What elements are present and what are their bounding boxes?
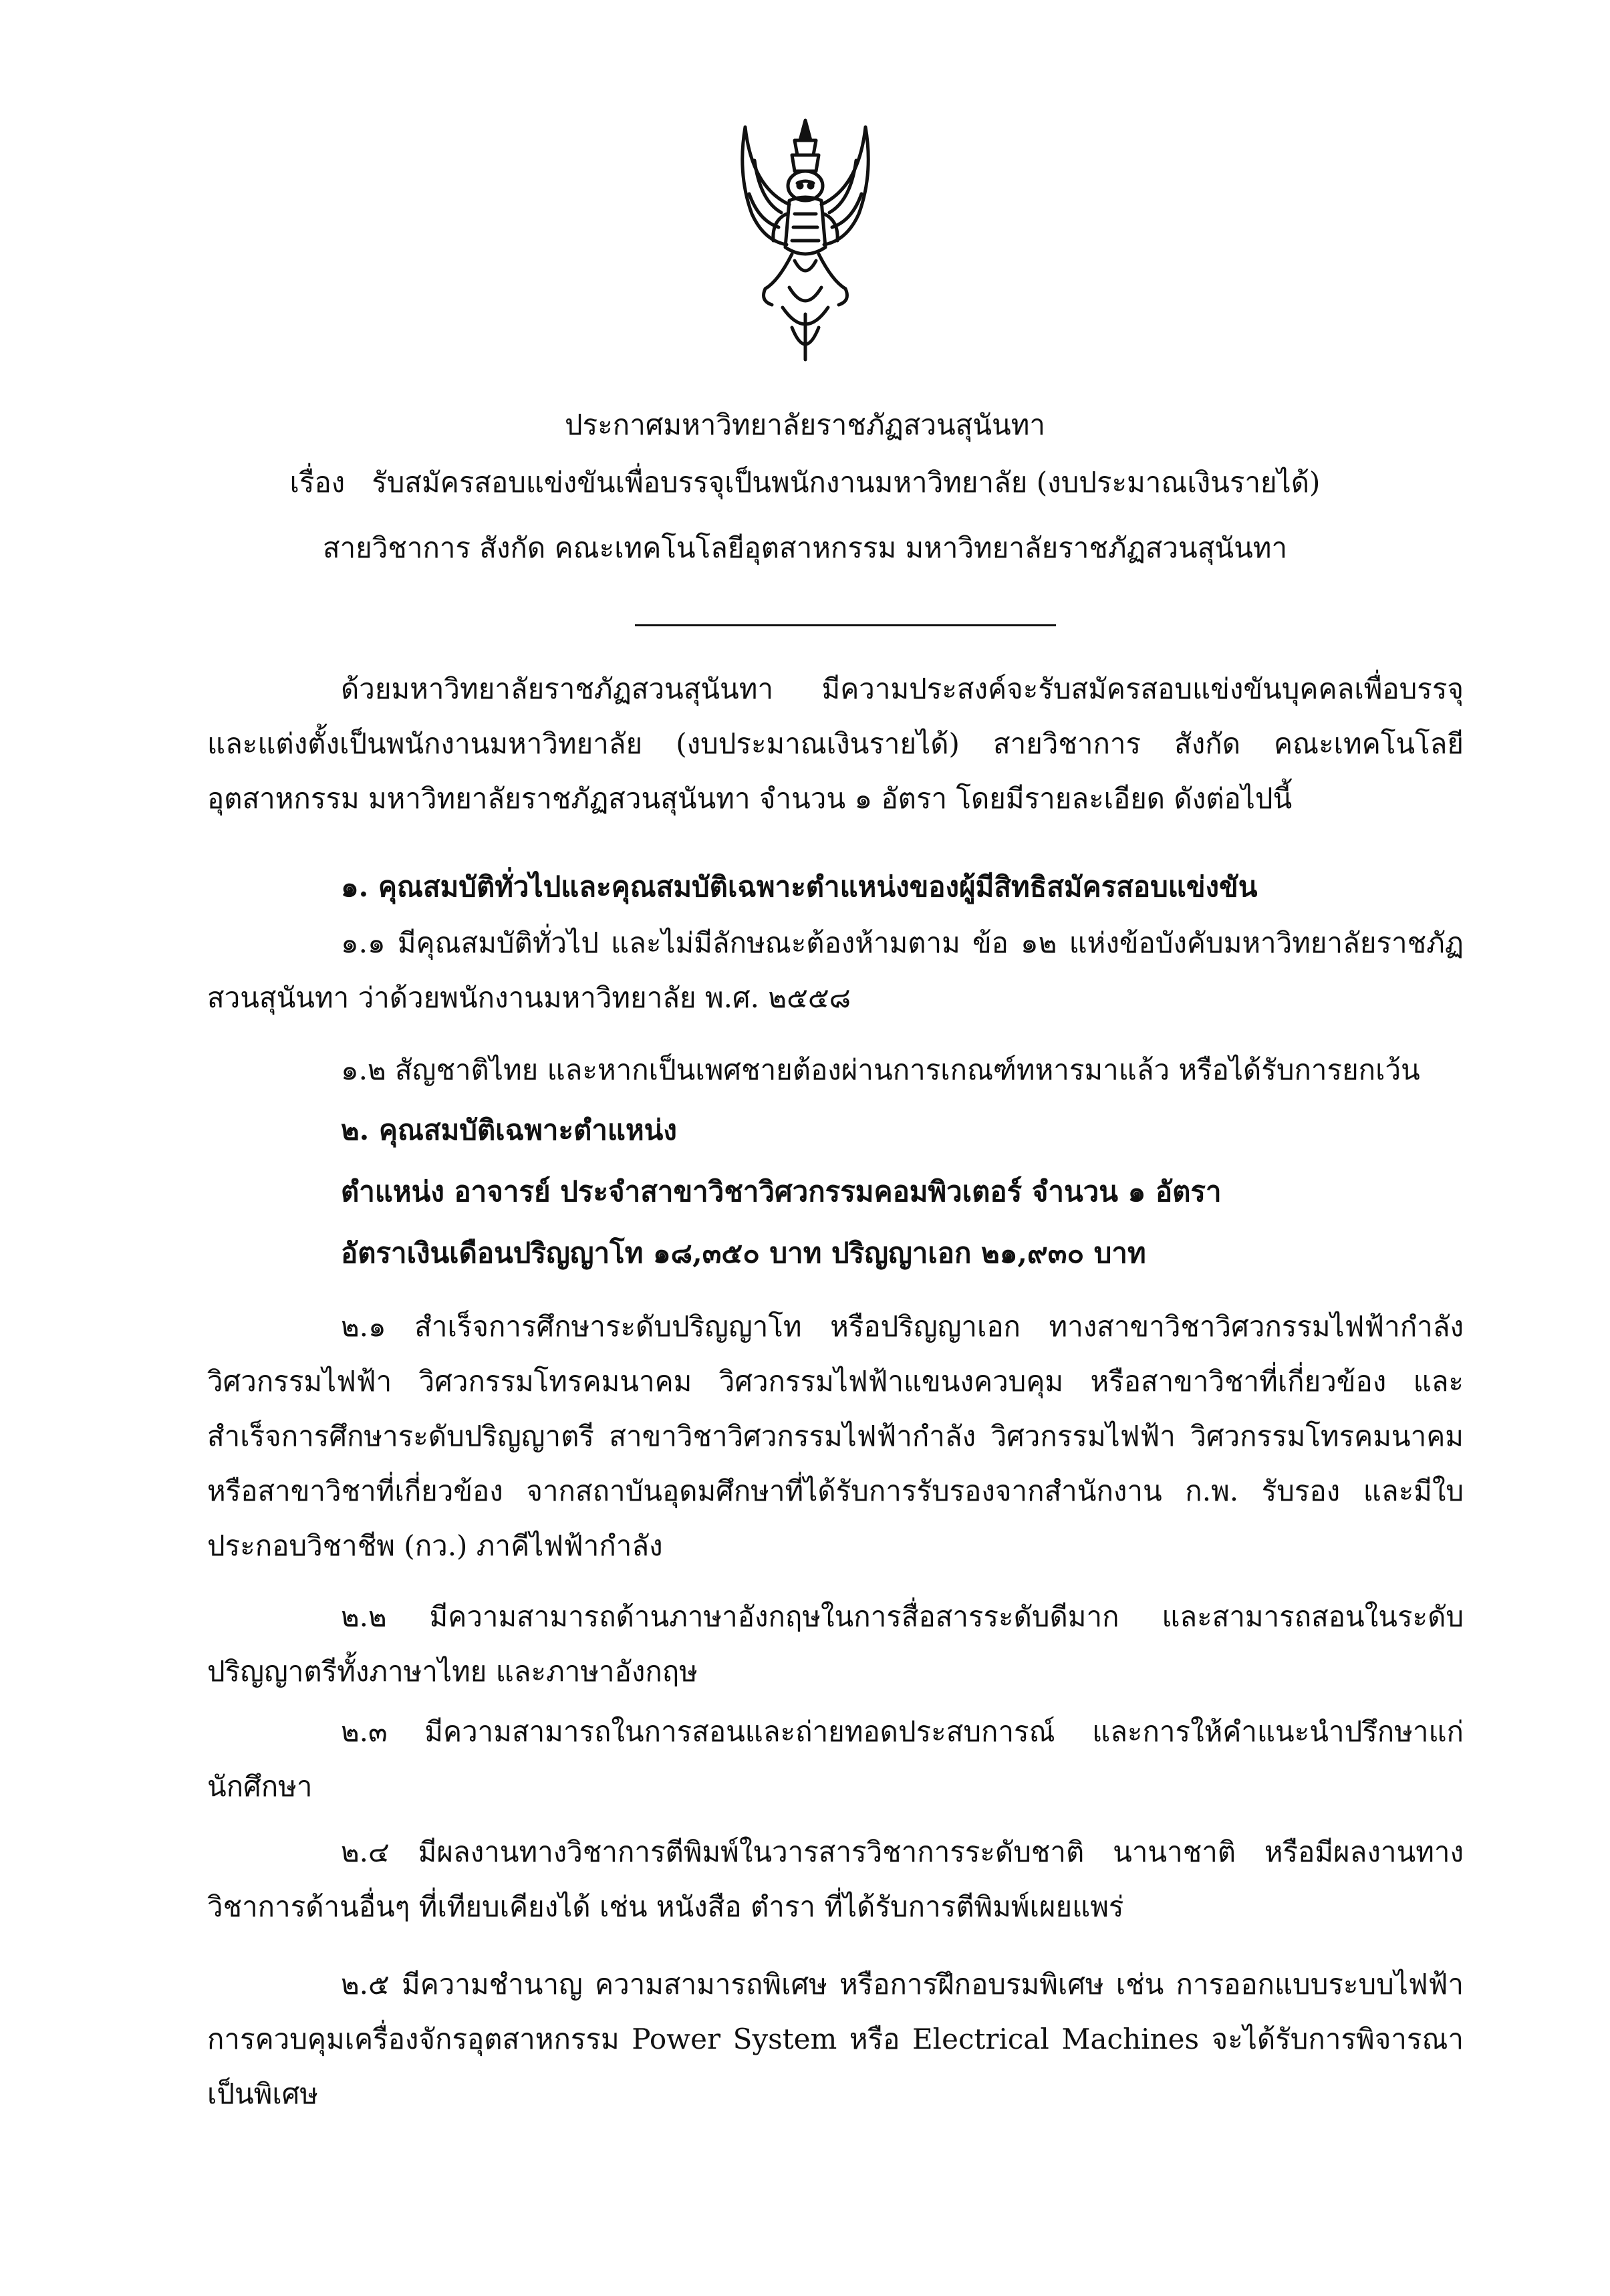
subject-text: รับสมัครสอบแข่งขันเพื่อบรรจุเป็นพนักงานมหาวิทยาลัย (งบประมาณเงินรายได้) (372, 466, 1321, 499)
item-2-3: ๒.๓ มีความสามารถในการสอนและถ่ายทอดประสบการณ์ และการให้คำแนะนำปรึกษาแก่นักศึกษา (207, 1715, 1464, 1803)
item-1-1: ๑.๑ มีคุณสมบัติทั่วไป และไม่มีลักษณะต้องห้ามตาม ข้อ ๑๒ แห่งข้อบังคับมหาวิทยาลัยราชภัฏสวนสุนันทา ว่าด้วยพนักงานมหาวิทยาลัย พ.ศ. ๒๕๕๘ (207, 926, 1464, 1014)
item-2-1: ๒.๑ สำเร็จการศึกษาระดับปริญญาโท หรือปริญญาเอก ทางสาขาวิชาวิศวกรรมไฟฟ้ากำลัง วิศวกรรมไฟฟ้า วิศวกรรมโทรคมนาคม วิศวกรรมไฟฟ้าแขนงควบคุม หรือสาขาวิชาที่เกี่ยวข้อง และสำเร็จการศึกษาระดับปริญญาตรี สาขาวิชาวิศวกรรมไฟฟ้ากำลัง วิศวกรรมไฟฟ้า วิศวกรรมโทรคมนาคม หรือสาขาวิชาที่เกี่ยวข้อง จากสถาบันอุดมศึกษาที่ได้รับการรับรองจากสำนักงาน ก.พ. รับรอง และมีใบประกอบวิชาชีพ (กว.) ภาคีไฟฟ้ากำลัง (207, 1310, 1464, 1562)
heading-divider (635, 624, 1056, 626)
item-2-2: ๒.๒ มีความสามารถด้านภาษาอังกฤษในการสื่อสารระดับดีมาก และสามารถสอนในระดับปริญญาตรีทั้งภาษาไทย และภาษาอังกฤษ (207, 1600, 1464, 1688)
position-line: ตำแหน่ง อาจารย์ ประจำสาขาวิชาวิศวกรรมคอมพิวเตอร์ จำนวน ๑ อัตรา (341, 1175, 1222, 1208)
section-1-title: ๑. คุณสมบัติทั่วไปและคุณสมบัติเฉพาะตำแหน่งของผู้มีสิทธิสมัครสอบแข่งขัน (341, 870, 1258, 903)
salary-line: อัตราเงินเดือนปริญญาโท ๑๘,๓๕๐ บาท ปริญญาเอก ๒๑,๙๓๐ บาท (341, 1237, 1146, 1269)
garuda-emblem-icon (725, 114, 886, 368)
item-2-4: ๒.๔ มีผลงานทางวิชาการตีพิมพ์ในวารสารวิชาการระดับชาติ นานาชาติ หรือมีผลงานทางวิชาการด้านอื่นๆ ที่เทียบเคียงได้ เช่น หนังสือ ตำรา ที่ได้รับการตีพิมพ์เผยแพร่ (207, 1835, 1464, 1923)
intro-paragraph: ด้วยมหาวิทยาลัยราชภัฏสวนสุนันทา มีความประสงค์จะรับสมัครสอบแข่งขันบุคคลเพื่อบรรจุและแต่งตั้งเป็นพนักงานมหาวิทยาลัย (งบประมาณเงินรายได้) สายวิชาการ สังกัด คณะเทคโนโลยีอุตสาหกรรม มหาวิทยาลัยราชภัฏสวนสุนันทา จำนวน ๑ อัตรา โดยมีรายละเอียด ดังต่อไปนี้ (207, 672, 1464, 815)
announcement-subtitle: สายวิชาการ สังกัด คณะเทคโนโลยีอุตสาหกรรม มหาวิทยาลัยราชภัฏสวนสุนันทา (322, 531, 1288, 564)
item-2-5: ๒.๕ มีความชำนาญ ความสามารถพิเศษ หรือการฝึกอบรมพิเศษ เช่น การออกแบบระบบไฟฟ้า การควบคุมเครื่องจักรอุตสาหกรรม Power System หรือ Electrical Machines จะได้รับการพิจารณาเป็นพิเศษ (207, 1968, 1464, 2110)
item-1-2: ๑.๒ สัญชาติไทย และหากเป็นเพศชายต้องผ่านการเกณฑ์ทหารมาแล้ว หรือได้รับการยกเว้น (341, 1053, 1420, 1086)
section-2-title: ๒. คุณสมบัติเฉพาะตำแหน่ง (341, 1114, 677, 1146)
subject-label: เรื่อง (289, 466, 346, 499)
announcement-subject (200, 463, 1410, 503)
announcement-title: ประกาศมหาวิทยาลัยราชภัฏสวนสุนันทา (564, 408, 1045, 441)
